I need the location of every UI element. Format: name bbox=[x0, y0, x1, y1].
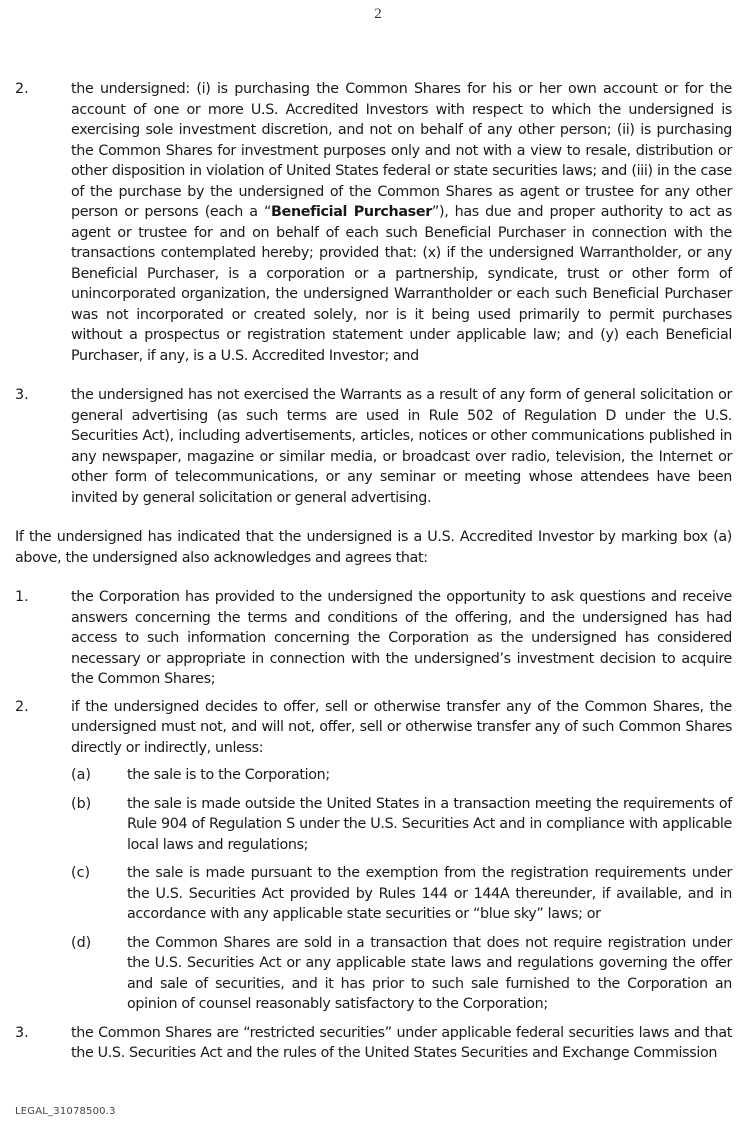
document-body bbox=[15, 79, 732, 1083]
intro-paragraph: If the undersigned has indicated that the undersigned is a U.S. Accredited Investor by marking box (a) above, the undersigned also acknowledges and agrees that: bbox=[15, 529, 732, 566]
list-item bbox=[15, 385, 732, 508]
document-id-footer: LEGAL_31078500.3 bbox=[15, 1106, 116, 1117]
sub-item bbox=[71, 794, 732, 856]
item-number: 3. bbox=[15, 1024, 29, 1041]
list-item bbox=[15, 697, 732, 759]
list-item bbox=[15, 587, 732, 690]
list-item bbox=[15, 1023, 732, 1064]
item-number: 1. bbox=[15, 589, 29, 605]
page-number: 2 bbox=[374, 6, 382, 22]
item-number: 2. bbox=[15, 698, 29, 715]
item-text: the undersigned has not exercised the Warrants as a result of any form of general solicitation or general advertising (as such terms are used in Rule 502 of Regulation D under the U.S. Securities Act), including advertisements, articles, notices or other communications published in any newspaper, magazine or similar media, or broadcast over radio, television, the Internet or other form of telecommunications, or any seminar or meeting whose attendees have been invited by general solicitation or general advertising. bbox=[71, 387, 732, 506]
item-number: 3. bbox=[15, 387, 29, 403]
sub-item-label: (b) bbox=[71, 795, 92, 812]
item-text: if the undersigned decides to offer, sell or otherwise transfer any of the Common Shares, the undersigned must not, and will not, offer, sell or otherwise transfer any of such Common Shares directly or indirectly, unless: bbox=[71, 698, 732, 756]
sub-item bbox=[71, 765, 732, 786]
sub-item-label: (d) bbox=[71, 934, 92, 951]
list-item bbox=[15, 79, 732, 366]
sub-item-label: (c) bbox=[71, 865, 91, 881]
sub-item bbox=[71, 863, 732, 925]
sub-item-text: the sale is made pursuant to the exemption from the registration requirements under the U.S. Securities Act provided by Rules 144 or 144A thereunder, if available, and in accordance with any applicable state securities or “blue sky” laws; or bbox=[127, 865, 732, 922]
defined-term: Beneficial Purchaser bbox=[271, 204, 432, 220]
item-number: 2. bbox=[15, 81, 29, 97]
sub-item-text: the sale is to the Corporation; bbox=[127, 767, 330, 783]
item-text: the Common Shares are “restricted securities” under applicable federal securities laws and that the U.S. Securities Act and the rules of the United States Securities and Exchange Commission bbox=[71, 1024, 732, 1061]
sub-item-text: the Common Shares are sold in a transaction that does not require registration under the U.S. Securities Act or any applicable state laws and regulations governing the offer and sale of securities, and it has prior to such sale furnished to the Corporation an opinion of counsel reasonably satisfactory to the Corporation; bbox=[127, 934, 732, 1012]
sub-item-label: (a) bbox=[71, 767, 91, 783]
item-text: the Corporation has provided to the undersigned the opportunity to ask questions and receive answers concerning the terms and conditions of the offering, and the undersigned has had access to such information concerning the Corporation as the undersigned has considered necessary or appropriate in connection with the undersigned’s investment decision to acquire the Common Shares; bbox=[71, 589, 732, 687]
sub-item bbox=[71, 933, 732, 1015]
sub-item-text: the sale is made outside the United States in a transaction meeting the requirements of Rule 904 of Regulation S under the U.S. Securities Act and in compliance with applicable local laws and regulations; bbox=[127, 795, 732, 853]
item-text: the undersigned: (i) is purchasing the Common Shares for his or her own account or for the account of one or more U.S. Accredited Investors with respect to which the undersigned is exercising sole investment discretion, and not on behalf of any other person; (ii) is purchasing the Common Shares for investment purposes only and not with a view to resale, distribution or other disposition in violation of United States federal or state securities laws; and (iii) in the case of the purchase by the undersigned of the Common Shares as agent or trustee for any other person or persons (each a “Beneficial Purchaser”), has due and proper authority to act as agent or trustee for and on behalf of each such Beneficial Purchaser in connection with the transactions contemplated hereby; provided that: (x) if the undersigned Warrantholder, or any Beneficial Purchaser, is a corporation or a partnership, syndicate, trust or other form of unincorporated organization, the undersigned Warrantholder or each such Beneficial Purchaser was not incorporated or created solely, nor is it being used primarily to permit purchases without a prospectus or registration statement under applicable law; and (y) each Beneficial Purchaser, if any, is a U.S. Accredited Investor; and bbox=[71, 81, 732, 364]
